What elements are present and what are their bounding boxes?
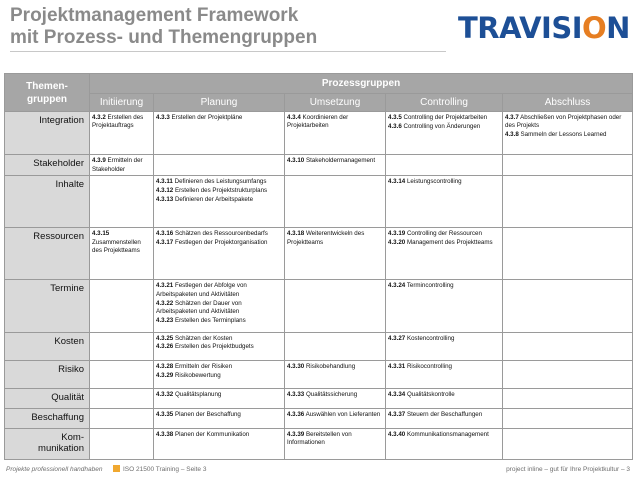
process-item — [92, 157, 151, 174]
topic-label-line: Stakeholder — [33, 158, 84, 170]
process-number: 4.3.23 — [156, 316, 174, 324]
process-number: 4.3.40 — [388, 430, 406, 438]
process-item — [287, 230, 383, 247]
process-cell — [154, 112, 285, 155]
process-item — [156, 411, 282, 419]
travision-logo — [458, 12, 628, 44]
topic-label-line: Termine — [50, 283, 84, 295]
topic-label — [5, 408, 90, 428]
process-text: Zusammenstellen des Projektteams — [92, 238, 141, 254]
process-cell — [386, 428, 503, 459]
process-groups-header: Prozessgruppen — [90, 74, 633, 94]
process-cell — [154, 228, 285, 280]
process-text: Planen der Kommunikation — [174, 430, 250, 438]
process-item — [388, 178, 500, 186]
table-row — [5, 388, 633, 408]
topic-label-line: Inhalte — [55, 179, 84, 191]
process-text: Qualitätssicherung — [305, 390, 358, 398]
process-number: 4.3.30 — [287, 362, 305, 370]
process-text: Qualitätskontrolle — [406, 390, 455, 398]
process-number: 4.3.5 — [388, 114, 402, 121]
footer — [4, 464, 632, 476]
process-text: Sammeln der Lessons Learned — [520, 131, 607, 139]
process-text: Termincontrolling — [406, 282, 454, 290]
process-number: 4.3.14 — [388, 178, 406, 186]
process-item — [156, 372, 282, 380]
process-text: Leistungscontrolling — [406, 178, 462, 186]
process-cell — [285, 332, 386, 360]
process-cell — [154, 408, 285, 428]
process-item — [156, 187, 282, 195]
process-text: Steuern der Beschaffungen — [406, 410, 483, 418]
process-cell — [90, 228, 154, 280]
table-body — [5, 112, 633, 460]
process-cell — [503, 155, 633, 176]
topic-label — [5, 280, 90, 332]
process-item — [156, 343, 282, 351]
process-number: 4.3.4 — [287, 114, 301, 121]
process-text: Erstellen des Projektauftrags — [92, 114, 144, 130]
process-text: Festlegen der Abfolge von Arbeitspaketen und Aktivitäten — [156, 282, 247, 298]
process-text: Erstellen des Projektbudgets — [174, 343, 254, 351]
process-text: Definieren der Arbeitspakete — [174, 195, 254, 203]
process-cell — [503, 332, 633, 360]
page-title — [10, 5, 450, 49]
page-title-line-1: Projektmanagement Framework — [10, 5, 299, 26]
process-item — [388, 411, 500, 419]
process-number: 4.3.34 — [388, 390, 406, 398]
process-number: 4.3.15 — [92, 230, 110, 238]
footer-square-icon — [113, 465, 120, 472]
topic-label — [5, 155, 90, 176]
title-divider — [10, 51, 446, 52]
logo-text-accent: O — [582, 11, 607, 45]
process-text: Kommunikationsmanagement — [406, 430, 489, 438]
process-cell — [90, 332, 154, 360]
process-cell — [503, 428, 633, 459]
topic-label — [5, 388, 90, 408]
process-item — [287, 411, 383, 419]
table-row — [5, 360, 633, 388]
process-number: 4.3.7 — [505, 114, 519, 121]
phase-header-planung: Planung — [154, 94, 285, 112]
topic-label-line: Ressourcen — [33, 231, 84, 243]
process-item — [505, 131, 630, 139]
process-item — [388, 335, 500, 343]
process-number: 4.3.2 — [92, 114, 106, 121]
topic-label — [5, 332, 90, 360]
footer-left-text: Projekte professionell handhaben — [6, 466, 103, 473]
process-item — [156, 391, 282, 399]
process-cell — [90, 428, 154, 459]
process-item — [388, 123, 500, 131]
process-item — [156, 431, 282, 439]
process-text: Schätzen des Ressourcenbedarfs — [174, 230, 268, 238]
process-item — [505, 114, 630, 131]
process-item — [388, 363, 500, 371]
footer-middle-text: ISO 21500 Training – Seite 3 — [123, 466, 207, 473]
topic-label-line: Kosten — [54, 335, 84, 347]
process-item — [156, 114, 282, 122]
process-cell — [386, 228, 503, 280]
process-number: 4.3.16 — [156, 230, 174, 238]
process-text: Management des Projektteams — [406, 239, 493, 247]
process-number: 4.3.28 — [156, 362, 174, 370]
process-number: 4.3.38 — [156, 430, 174, 438]
process-cell — [386, 155, 503, 176]
process-number: 4.3.33 — [287, 390, 305, 398]
process-cell — [285, 176, 386, 228]
table-row — [5, 228, 633, 280]
process-text: Schätzen der Dauer von Arbeitspaketen und Aktivitäten — [156, 299, 242, 316]
logo-text-end: N — [606, 11, 630, 45]
process-cell — [154, 428, 285, 459]
process-item — [156, 178, 282, 186]
process-number: 4.3.25 — [156, 334, 174, 342]
process-number: 4.3.11 — [156, 178, 173, 186]
process-number: 4.3.21 — [156, 282, 174, 290]
table-row — [5, 332, 633, 360]
process-text: Stakeholdermanagement — [305, 157, 376, 165]
process-text: Planen der Beschaffung — [174, 410, 241, 418]
table-row — [5, 280, 633, 332]
topic-label-line: Qualität — [51, 391, 84, 403]
process-text: Schätzen der Kosten — [174, 334, 233, 342]
process-cell — [386, 176, 503, 228]
process-cell — [503, 408, 633, 428]
phase-header-controlling: Controlling — [386, 94, 503, 112]
process-item — [92, 230, 151, 255]
process-item — [388, 282, 500, 290]
process-cell — [90, 408, 154, 428]
process-text: Erstellen des Projektstrukturplans — [174, 186, 268, 194]
process-item — [156, 196, 282, 204]
process-cell — [285, 360, 386, 388]
process-cell — [285, 388, 386, 408]
process-cell — [386, 408, 503, 428]
process-number: 4.3.10 — [287, 157, 305, 165]
process-text: Risikocontrolling — [406, 362, 452, 370]
process-cell — [386, 112, 503, 155]
process-cell — [90, 388, 154, 408]
topic-label-line: Kom- — [61, 431, 84, 443]
table-row — [5, 176, 633, 228]
process-number: 4.3.9 — [92, 157, 106, 165]
phase-header-abschluss: Abschluss — [503, 94, 633, 112]
process-number: 4.3.27 — [388, 334, 406, 342]
table-row — [5, 408, 633, 428]
process-item — [156, 363, 282, 371]
process-text: Auswählen von Lieferanten — [305, 410, 381, 418]
topic-label-line: Integration — [39, 115, 84, 126]
process-item — [156, 335, 282, 343]
process-item — [156, 317, 282, 325]
process-number: 4.3.13 — [156, 195, 174, 203]
process-cell — [386, 280, 503, 332]
process-cell — [503, 388, 633, 408]
table-row — [5, 155, 633, 176]
process-cell — [154, 155, 285, 176]
process-number: 4.3.26 — [156, 343, 174, 351]
process-cell — [154, 176, 285, 228]
process-cell — [154, 388, 285, 408]
process-item — [287, 431, 383, 448]
process-text: Controlling der Projektarbeiten — [403, 114, 488, 121]
process-item — [156, 239, 282, 247]
process-text: Qualitätsplanung — [174, 390, 222, 398]
process-cell — [90, 360, 154, 388]
footer-right-text: project inline – gut für Ihre Projektkultur – 3 — [506, 466, 630, 473]
process-number: 4.3.8 — [505, 131, 519, 139]
process-text: Kostencontrolling — [406, 334, 455, 342]
corner-header-line-2: gruppen — [27, 93, 67, 105]
process-cell — [386, 388, 503, 408]
process-text: Controlling der Ressourcen — [406, 230, 482, 238]
topic-label-line: munikation — [38, 442, 84, 454]
process-text: Erstellen der Projektpläne — [171, 114, 243, 121]
process-number: 4.3.22 — [156, 299, 174, 307]
process-cell — [503, 360, 633, 388]
process-item — [388, 391, 500, 399]
topic-label — [5, 360, 90, 388]
process-number: 4.3.19 — [388, 230, 406, 238]
process-cell — [503, 280, 633, 332]
phase-header-umsetzung: Umsetzung — [285, 94, 386, 112]
topic-label-line: Risiko — [58, 363, 84, 375]
topic-label — [5, 228, 90, 280]
process-text: Ermitteln der Risiken — [174, 362, 233, 370]
process-cell — [90, 112, 154, 155]
page-title-line-2: mit Prozess- und Themengruppen — [10, 27, 318, 48]
process-text: Definieren des Leistungsumfangs — [174, 178, 267, 186]
table-row — [5, 112, 633, 155]
process-cell — [154, 360, 285, 388]
process-cell — [386, 332, 503, 360]
process-number: 4.3.36 — [287, 410, 305, 418]
table-row — [5, 428, 633, 459]
process-cell — [90, 155, 154, 176]
process-item — [92, 114, 151, 131]
process-cell — [154, 332, 285, 360]
footer-middle — [113, 464, 206, 476]
process-cell — [503, 176, 633, 228]
process-text: Abschließen von Projektphasen oder des Projekts — [505, 114, 622, 130]
process-cell — [285, 155, 386, 176]
process-text: Festlegen der Projektorganisation — [174, 239, 268, 247]
topic-label — [5, 112, 90, 155]
process-text: Bereitstellen von Informationen — [287, 430, 352, 447]
process-item — [388, 431, 500, 439]
process-cell — [386, 360, 503, 388]
framework-table — [4, 73, 633, 460]
process-cell — [90, 280, 154, 332]
process-number: 4.3.17 — [156, 239, 174, 247]
process-cell — [285, 428, 386, 459]
process-cell — [285, 408, 386, 428]
process-text: Erstellen des Terminplans — [174, 316, 246, 324]
process-cell — [90, 176, 154, 228]
topic-label — [5, 176, 90, 228]
process-number: 4.3.39 — [287, 430, 305, 438]
process-cell — [503, 228, 633, 280]
corner-header — [5, 74, 90, 112]
process-cell — [154, 280, 285, 332]
corner-header-line-1: Themen- — [26, 80, 68, 92]
process-number: 4.3.6 — [388, 122, 402, 130]
process-item — [388, 114, 500, 122]
process-cell — [285, 280, 386, 332]
process-item — [156, 282, 282, 299]
phase-header-row — [5, 94, 633, 112]
process-number: 4.3.32 — [156, 390, 174, 398]
process-number: 4.3.3 — [156, 114, 170, 121]
process-text: Koordinieren der Projektarbeiten — [287, 114, 349, 130]
topic-label — [5, 428, 90, 459]
process-text: Weiterentwickeln des Projektteams — [287, 230, 365, 246]
topic-label-line: Beschaffung — [31, 411, 84, 423]
process-text: Controlling von Änderungen — [403, 122, 481, 130]
process-number: 4.3.18 — [287, 230, 305, 238]
process-item — [287, 114, 383, 131]
process-item — [287, 363, 383, 371]
process-number: 4.3.24 — [388, 282, 406, 290]
process-number: 4.3.29 — [156, 371, 174, 379]
process-item — [287, 157, 383, 165]
process-number: 4.3.31 — [388, 362, 406, 370]
process-number: 4.3.12 — [156, 186, 174, 194]
process-item — [287, 391, 383, 399]
logo-text-main: TRAVISI — [458, 11, 582, 45]
process-text: Risikobewertung — [174, 371, 221, 379]
process-text: Risikobehandlung — [305, 362, 356, 370]
process-number: 4.3.20 — [388, 239, 406, 247]
process-number: 4.3.35 — [156, 410, 174, 418]
phase-header-initiierung: Initiierung — [90, 94, 154, 112]
process-text: Ermitteln der Stakeholder — [92, 157, 143, 173]
process-item — [388, 239, 500, 247]
process-item — [156, 300, 282, 317]
process-cell — [285, 112, 386, 155]
process-item — [156, 230, 282, 238]
process-cell — [503, 112, 633, 155]
process-cell — [285, 228, 386, 280]
process-item — [388, 230, 500, 238]
process-number: 4.3.37 — [388, 410, 406, 418]
